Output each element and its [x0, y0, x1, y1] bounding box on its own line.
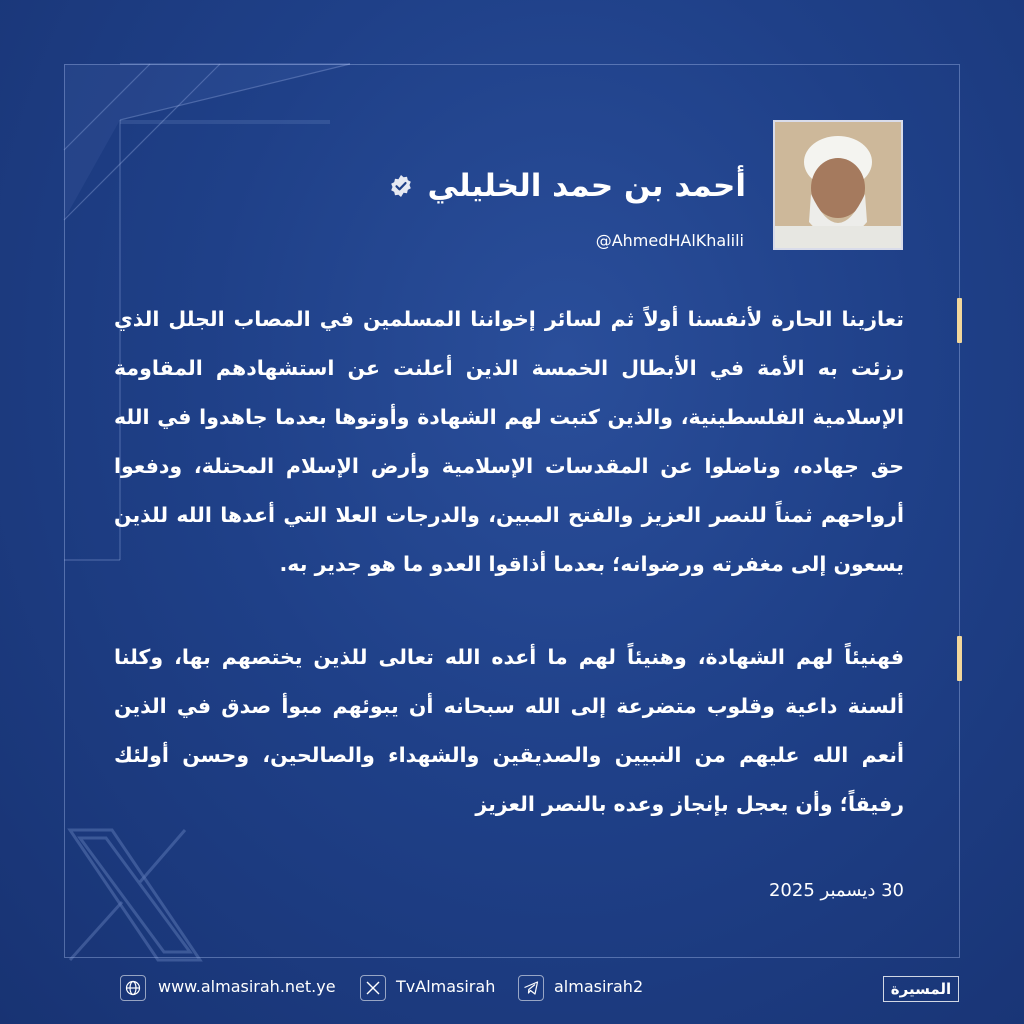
x-icon [360, 975, 386, 1001]
statement-paragraph-1: تعازينا الحارة لأنفسنا أولاً ثم لسائر إخواننا المسلمين في المصاب الجلل الذي رزئت به الأمة في الأبطال الخمسة الذين أعلنت عن استشهادهم المقاومة الإسلامية الفلسطينية، والذين كتبت لهم الشهادة وأوتوها بعدما جاهدوا في الله حق جهاده، وناضلوا عن المقدسات الإسلامية وأرض الإسلام المحتلة، ودفعوا أرواحهم ثمناً للنصر العزيز والفتح المبين، والدرجات العلا التي أعدها الله للذين يسعون إلى مغفرته ورضوانه؛ بعدما أذاقوا العدو ما هو جدير به. [114, 307, 904, 576]
verified-badge-icon [389, 174, 413, 198]
telegram-icon [518, 975, 544, 1001]
profile-name: أحمد بن حمد الخليلي [427, 168, 746, 204]
almasirah-logo: المسيرة [883, 976, 959, 1002]
footer [0, 974, 1024, 1006]
avatar [773, 120, 903, 250]
x-handle-link[interactable]: TvAlmasirah [396, 977, 496, 996]
paragraph-accent-bar [957, 298, 962, 343]
statement-paragraph-2: فهنيئاً لهم الشهادة، وهنيئاً لهم ما أعده الله تعالى للذين يختصهم بها، وكلنا ألسنة داعية وقلوب متضرعة إلى الله سبحانه أن يبوئهم مبوأ صدق في الذين أنعم الله عليهم من النبيين والصديقين والشهداء والصالحين، وحسن أولئك رفيقاً؛ وأن يعجل بإنجاز وعده بالنصر العزيز [114, 645, 904, 816]
paragraph-accent-bar [957, 636, 962, 681]
profile-name-row [389, 168, 746, 204]
profile-handle: @AhmedHAlKhalili [595, 231, 744, 250]
telegram-link[interactable]: almasirah2 [554, 977, 644, 996]
post-date: 30 ديسمبر 2025 [768, 880, 904, 901]
x-watermark-icon [60, 820, 210, 970]
website-link[interactable]: www.almasirah.net.ye [158, 977, 336, 996]
globe-icon [120, 975, 146, 1001]
